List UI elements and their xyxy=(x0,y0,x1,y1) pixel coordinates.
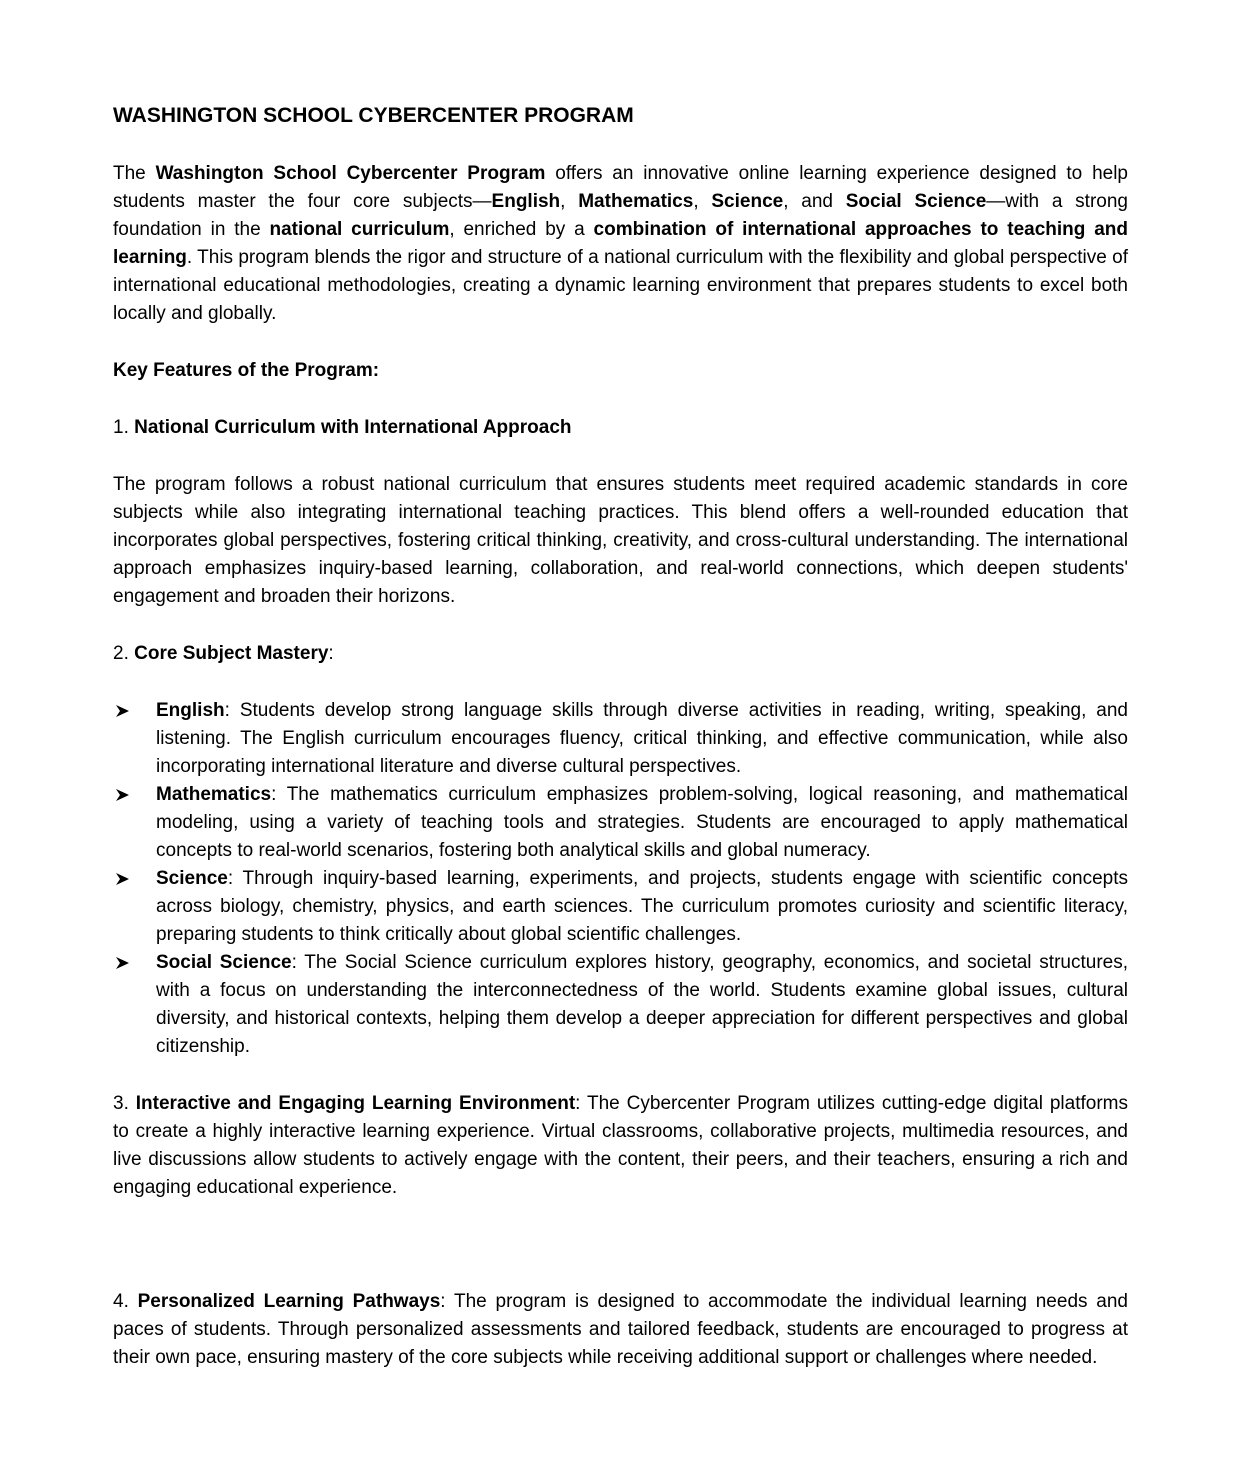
arrow-bullet-icon xyxy=(113,697,133,725)
intro-text: , xyxy=(693,191,712,212)
section-2-heading xyxy=(113,640,1128,668)
intro-text: , and xyxy=(783,191,846,212)
intro-text: offers an innovative online learning experience designed to help students master the four core subjects— xyxy=(113,163,1129,212)
document-title: WASHINGTON SCHOOL CYBERCENTER PROGRAM xyxy=(113,104,634,127)
subject-text: : Students develop strong language skills through diverse activities in reading, writing, speaking, and listening. The English curriculum encourages fluency, critical thinking, and effective communication, while also incorporating international literature and diverse cultural perspectives. xyxy=(156,700,1128,777)
subject-name: Mathematics xyxy=(156,784,272,805)
list-item-english xyxy=(113,697,1128,781)
intro-bold: combination of international approaches to teaching and learning xyxy=(113,219,1128,268)
section-number: 2. xyxy=(113,643,135,664)
blank-space xyxy=(113,1202,1128,1259)
list-item-science xyxy=(113,865,1128,949)
subject-name: Social Science xyxy=(156,952,292,973)
section-suffix: : xyxy=(328,643,334,664)
section-title: Core Subject Mastery xyxy=(134,643,329,664)
intro-bold: national curriculum xyxy=(269,219,450,240)
section-title: Interactive and Engaging Learning Environment xyxy=(135,1093,576,1114)
intro-bold: Washington School Cybercenter Program xyxy=(155,163,546,184)
intro-text: —with a strong foundation in the xyxy=(113,191,1128,240)
intro-paragraph xyxy=(113,160,1128,328)
intro-bold: English xyxy=(491,191,561,212)
intro-bold: Mathematics xyxy=(578,191,694,212)
key-features-heading: Key Features of the Program: xyxy=(113,360,380,381)
section-body: : The Cybercenter Program utilizes cutting-edge digital platforms to create a highly interactive learning experience. Virtual classrooms, collaborative projects, multimedia resources, and live discussions allow students to actively engage with the content, their peers, and their teachers, ensuring a rich and engaging educational experience. xyxy=(113,1093,1129,1198)
subject-name: English xyxy=(156,700,225,721)
subject-text: : The Social Science curriculum explores history, geography, economics, and societal structures, with a focus on understanding the interconnectedness of the world. Students examine global issues, cultural diversity, and historical contexts, helping them develop a deeper appreciation for different perspectives and global citizenship. xyxy=(156,952,1128,1057)
intro-bold: Science xyxy=(711,191,784,212)
subject-name: Science xyxy=(156,868,228,889)
subject-text: : The mathematics curriculum emphasizes problem-solving, logical reasoning, and mathematical modeling, using a variety of teaching tools and strategies. Students are encouraged to apply mathematical concepts to real-world scenarios, fostering both analytical skills and global numeracy. xyxy=(156,784,1128,861)
intro-text: The xyxy=(113,163,156,184)
section-number: 1. xyxy=(113,417,135,438)
section-title: National Curriculum with International Approach xyxy=(134,417,572,438)
arrow-bullet-icon xyxy=(113,781,133,809)
section-body: : The program is designed to accommodate the individual learning needs and paces of students. Through personalized assessments and tailored feedback, students are encouraged to progress at their own pace, ensuring mastery of the core subjects while receiving additional support or challenges where needed. xyxy=(113,1291,1128,1368)
intro-text: . This program blends the rigor and structure of a national curriculum with the flexibility and global perspective of international educational methodologies, creating a dynamic learning environment that prepares students to excel both locally and globally. xyxy=(113,247,1128,324)
section-1-body: The program follows a robust national curriculum that ensures students meet required academic standards in core subjects while also integrating international teaching practices. This blend offers a well-rounded education that incorporates global perspectives, fostering critical thinking, creativity, and cross-cultural understanding. The international approach emphasizes inquiry-based learning, collaboration, and real-world connections, which deepen students' engagement and broaden their horizons. xyxy=(113,474,1128,607)
section-1-heading xyxy=(113,414,1128,442)
list-item-social-science xyxy=(113,949,1128,1061)
arrow-bullet-icon xyxy=(113,865,133,893)
blank-space xyxy=(113,1259,1128,1288)
section-3-paragraph xyxy=(113,1090,1128,1202)
document-page xyxy=(113,100,1128,1372)
arrow-bullet-icon xyxy=(113,949,133,977)
subject-text: : Through inquiry-based learning, experiments, and projects, students engage with scientific concepts across biology, chemistry, physics, and earth sciences. The curriculum promotes curiosity and scientific literacy, preparing students to think critically about global scientific challenges. xyxy=(156,868,1128,945)
section-4-paragraph xyxy=(113,1288,1128,1372)
subject-list xyxy=(113,697,1128,1061)
intro-text: , xyxy=(560,191,579,212)
intro-bold: Social Science xyxy=(845,191,987,212)
section-number: 3. xyxy=(113,1093,136,1114)
list-item-mathematics xyxy=(113,781,1128,865)
intro-text: , enriched by a xyxy=(449,219,594,240)
section-title: Personalized Learning Pathways xyxy=(137,1291,441,1312)
section-number: 4. xyxy=(113,1291,138,1312)
